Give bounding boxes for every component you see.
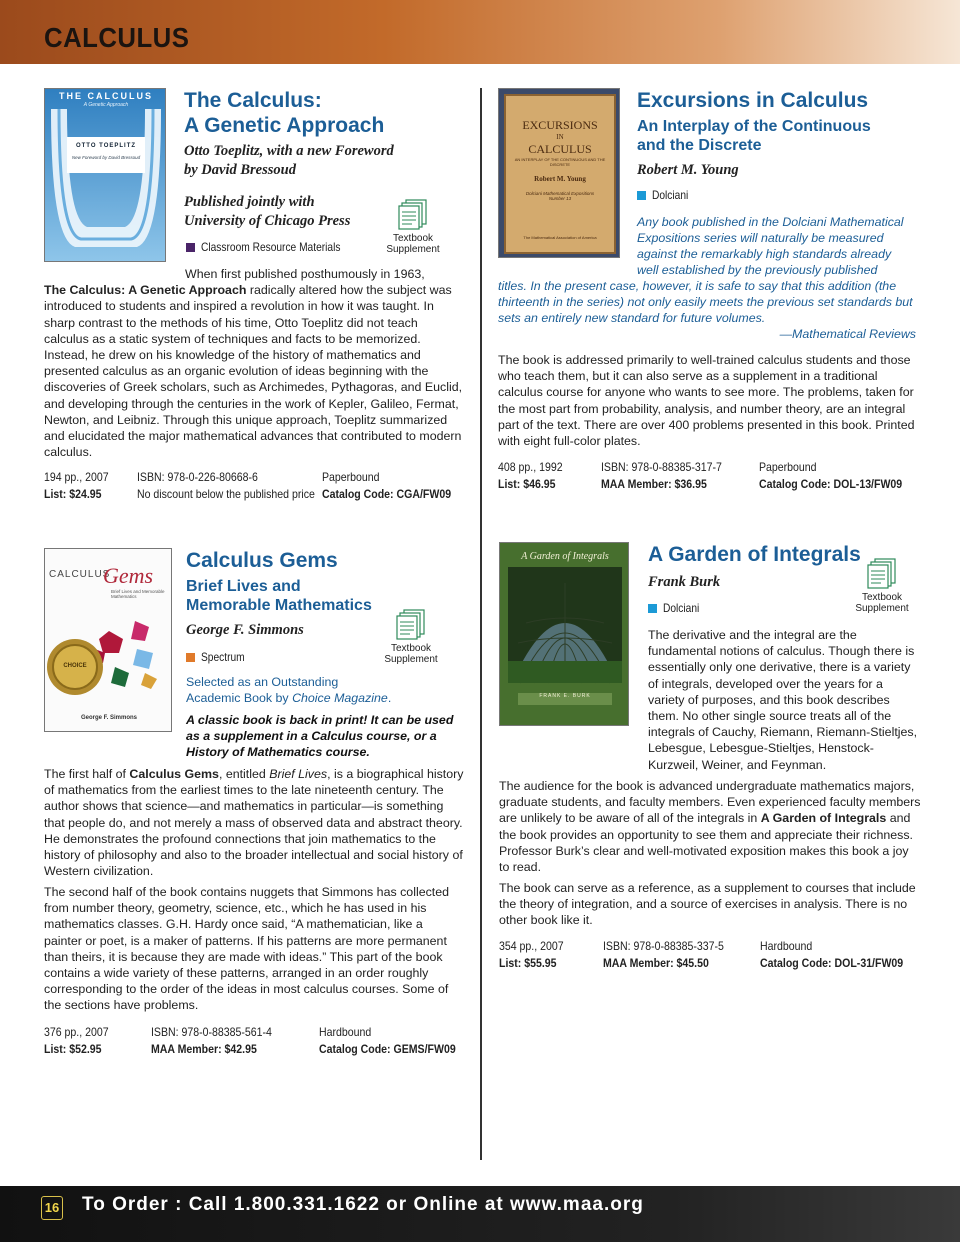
cover-title-line: CALCULUS	[528, 142, 592, 156]
document-stack-icon	[395, 608, 427, 640]
review-quote-rest: titles. In the present case, however, it is safe to say that this addition (the thirteenth in the series) not only easily meets the previous set standards but sets an entirely new standard for future volumes.	[498, 279, 913, 325]
quote-line: Expositions series will naturally be measured	[637, 231, 884, 245]
page-count: 408 pp., 1992	[498, 460, 563, 474]
author-line: Otto Toeplitz, with a new Foreword	[184, 143, 394, 159]
title-line: The Calculus:	[184, 89, 322, 112]
book-title-inline: Calculus Gems	[129, 767, 219, 781]
column-divider	[480, 88, 482, 1160]
cover-publisher: The Mathematical Association of America	[523, 235, 597, 240]
book-title[interactable]	[184, 88, 384, 138]
quote-line: Any book published in the Dolciani Mathematical	[637, 215, 904, 229]
desc-text: radically altered how the subject was introduced to students and inspired a revolution in how it was taught. In sharp contrast to the methods of his time, Otto Toeplitz did not teach calculus as a static system of techniques and facts to be memorized. Instead, he drew on his knowledge of the history of mathematics and presented calculus as an organic evolution of ideas beginning with the discoveries of Greek scholars, such as Archimedes, Pythagoras, and Euclid, and developing through the centuries in the work of Kepler, Galileo, Fermat, Newton, and Leibniz. Through this unique approach, Toeplitz summarized and elucidated the major mathematical advances that contributed to modern calculus.	[44, 283, 463, 460]
desc-text: The first half of	[44, 767, 130, 781]
catalog-code: Catalog Code: CGA/FW09	[322, 487, 452, 501]
award-line: Selected as an Outstanding	[186, 675, 339, 689]
book-cover-garden-of-integrals	[499, 542, 629, 726]
binding: Paperbound	[759, 460, 817, 474]
catalog-code: Catalog Code: GEMS/FW09	[319, 1042, 456, 1056]
section-title: CALCULUS	[44, 22, 190, 53]
note-line: University of Chicago Press	[184, 213, 351, 229]
order-footer	[0, 1186, 960, 1242]
subtitle-line: Memorable Mathematics	[186, 597, 372, 614]
cover-title	[499, 119, 620, 155]
award-note	[186, 674, 466, 706]
series-square-icon	[648, 604, 657, 613]
book-cover-the-calculus	[44, 88, 166, 262]
isbn: ISBN: 978-0-226-80668-6	[137, 470, 258, 484]
book-info	[44, 469, 464, 505]
book-title[interactable]: A Garden of Integrals	[648, 543, 861, 566]
cover-subtitle: A Genetic Approach	[83, 102, 129, 108]
catalog-code: Catalog Code: DOL-13/FW09	[759, 477, 903, 491]
cover-title-b: Gems	[103, 563, 154, 588]
document-stack-icon	[397, 198, 429, 230]
cover-title: A Garden of Integrals	[521, 551, 609, 562]
cover-author: FRANK E. BURK	[539, 693, 591, 699]
page-count: 354 pp., 2007	[499, 939, 564, 953]
isbn: ISBN: 978-0-88385-337-5	[603, 939, 724, 953]
book-info	[498, 459, 922, 495]
book-description	[44, 266, 464, 460]
textbook-supplement-badge	[854, 557, 910, 614]
review-quote-start	[637, 214, 927, 278]
book-description: The book is addressed primarily to well-trained calculus students and those who teach them, but it can also serve as a supplement in a traditional calculus course for anyone who wants to see more. The problems, taken for the most part from probability, analysis, and number theory, are an integral part of the text. There are over 400 problems presented in this book. Printed with eight full-color plates.	[498, 353, 915, 449]
book-subtitle	[637, 117, 871, 155]
subtitle-line: An Interplay of the Continuous	[637, 118, 871, 135]
series-tag[interactable]	[648, 601, 706, 615]
award-text: Academic Book by	[186, 691, 293, 706]
magazine-name: Choice Magazine	[292, 691, 388, 706]
list-price: List: $52.95	[44, 1042, 102, 1056]
publisher-note	[184, 193, 350, 231]
book-author: Robert M. Young	[637, 162, 739, 178]
supplement-label: Textbook	[392, 233, 434, 244]
cover-title: THE CALCULUS	[59, 91, 153, 101]
book-description-2	[499, 778, 921, 875]
series-tag[interactable]	[637, 188, 695, 202]
book-description: The derivative and the integral are the fundamental notions of calculus. Though there is essentially only one derivative, there is a variety of integrals, developed over the years for a variety of purposes, and this book describes them. No other single source treats all of the integrals of Cauchy, Riemann, Riemann-Stieltjes, Lebesgue, Lebesgue-Stieltjes, Henstock-Kurzweil, Weiner, and Feynman.	[648, 628, 918, 772]
member-price: MAA Member: $42.95	[151, 1042, 257, 1056]
book-title-inline: A Garden of Integrals	[760, 811, 887, 826]
member-price: MAA Member: $45.50	[603, 956, 709, 970]
blurb-line: A classic book is back in print! It can be used	[186, 713, 454, 727]
cover-subtitle: AN INTERPLAY OF THE CONTINUOUS AND THE DISCRETE	[514, 157, 606, 167]
subtitle-line: Brief Lives and	[186, 578, 301, 595]
supplement-label: Supplement	[386, 244, 440, 255]
cover-title-line: EXCURSIONS	[522, 118, 598, 132]
document-stack-icon	[866, 557, 898, 589]
book-cover-calculus-gems	[44, 548, 172, 732]
award-text: .	[387, 691, 392, 706]
series-label: Spectrum	[201, 650, 245, 664]
supplement-label: Textbook	[861, 592, 903, 603]
binding: Hardbound	[319, 1025, 372, 1039]
note-line: Published jointly with	[184, 194, 315, 210]
desc-text: , entitled	[218, 767, 270, 781]
book-blurb	[186, 712, 466, 761]
desc-text: and the book provides an opportunity to see them and appreciate their richness. Professor Burk’s clear and well-motivated exposition makes this book a joy to read.	[499, 811, 913, 875]
book-subtitle	[186, 577, 372, 615]
supplement-label: Supplement	[855, 603, 909, 614]
cover-title-a: CALCULUS	[49, 569, 111, 580]
series-tag[interactable]	[186, 240, 365, 254]
award-seal-icon: CHOICE	[63, 663, 87, 669]
member-price: No discount below the published price	[137, 487, 315, 501]
book-info	[499, 938, 921, 974]
part-title-inline: Brief Lives	[269, 767, 328, 781]
desc-text: When first published posthumously in 1963,	[185, 267, 425, 281]
binding: Paperbound	[322, 470, 380, 484]
cover-author: Robert M. Young	[534, 175, 586, 183]
list-price: List: $55.95	[499, 956, 557, 970]
title-line: A Genetic Approach	[184, 114, 385, 137]
isbn: ISBN: 978-0-88385-561-4	[151, 1025, 272, 1039]
section-header-bar	[0, 0, 960, 64]
series-label: Classroom Resource Materials	[201, 240, 341, 254]
cover-title-line: IN	[556, 133, 564, 141]
book-author: George F. Simmons	[186, 622, 304, 638]
textbook-supplement-badge	[385, 198, 441, 255]
page-count: 194 pp., 2007	[44, 470, 109, 484]
isbn: ISBN: 978-0-88385-317-7	[601, 460, 722, 474]
page-number: 16	[41, 1196, 63, 1220]
supplement-label: Supplement	[384, 654, 438, 665]
cover-art-parchment	[499, 89, 620, 258]
series-label: Dolciani	[652, 188, 689, 202]
list-price: List: $46.95	[498, 477, 556, 491]
book-cover-excursions	[498, 88, 620, 258]
textbook-supplement-badge	[383, 608, 439, 665]
list-price: List: $24.95	[44, 487, 102, 501]
book-author: Frank Burk	[648, 574, 721, 590]
binding: Hardbound	[760, 939, 813, 953]
desc-text: , is a biographical history of mathematics from the earliest times to the late nineteenth century. The author shows that science—and mathematics in particular—is something that people do, and not merely a mass of observed data and abstract theory. He demonstrates the profound connections that join mathematics to the history of philosophy and also to the broader intellectual and social history of Western civilization.	[44, 767, 464, 879]
book-title-inline: The Calculus: A Genetic Approach	[44, 283, 247, 298]
subtitle-line: and the Discrete	[637, 137, 762, 154]
supplement-label: Textbook	[390, 643, 432, 654]
cover-author: George F. Simmons	[80, 715, 137, 721]
book-info	[44, 1024, 464, 1060]
series-label: Dolciani	[663, 601, 700, 615]
cover-note: New Foreword by David Bressoud	[71, 155, 141, 160]
book-description-2: The second half of the book contains nuggets that Simmons has collected from number theory, geometry, science, etc., which he has used in his mathematics classes. G.H. Hardy once said, “A mathematician, like a painter or poet, is a maker of patterns. If his patterns are more permanent than theirs, it is because they are made with ideas.” This part of the book contains a wide variety of these patterns, arranged in an order roughly corresponding to the order of the ideas in most calculus courses. Some of the sections have problems.	[44, 885, 450, 1013]
desc-text: The audience for the book is advanced undergraduate mathematics majors, graduate students, and faculty members. Even experienced faculty members are unlikely to be aware of all of the integrals in	[499, 779, 921, 826]
cover-subtitle: Brief Lives and Memorable Mathematics	[111, 589, 165, 599]
order-info[interactable]: To Order : Call 1.800.331.1622 or Online at www.maa.org	[82, 1194, 644, 1215]
quote-line: against the remarkably high standards already	[637, 247, 892, 261]
cover-art-wave	[45, 89, 166, 262]
quote-attribution: —Mathematical Reviews	[779, 327, 916, 341]
series-square-icon	[637, 191, 646, 200]
blurb-line: History of Mathematics course.	[186, 745, 370, 760]
book-description	[44, 766, 464, 879]
series-square-icon	[186, 653, 195, 662]
book-title[interactable]: Excursions in Calculus	[637, 89, 869, 112]
member-price: MAA Member: $36.95	[601, 477, 707, 491]
cover-series: Dolciani Mathematical Expositions Number 13	[525, 191, 595, 201]
book-author	[184, 142, 394, 180]
series-square-icon	[186, 243, 195, 252]
catalog-code: Catalog Code: DOL-31/FW09	[760, 956, 904, 970]
book-title[interactable]: Calculus Gems	[186, 549, 338, 572]
book-description-3: The book can serve as a reference, as a supplement to courses that include the theory of integration, and a source of exercises in analysis. There is no other book like it.	[499, 881, 916, 928]
blurb-line: as a supplement in a Calculus course, or a	[186, 729, 437, 744]
author-line: by David Bressoud	[184, 162, 296, 178]
series-tag[interactable]	[186, 650, 252, 664]
cover-author: OTTO TOEPLITZ	[75, 143, 137, 149]
quote-line: well established by the previously published	[637, 263, 878, 277]
page-count: 376 pp., 2007	[44, 1025, 109, 1039]
